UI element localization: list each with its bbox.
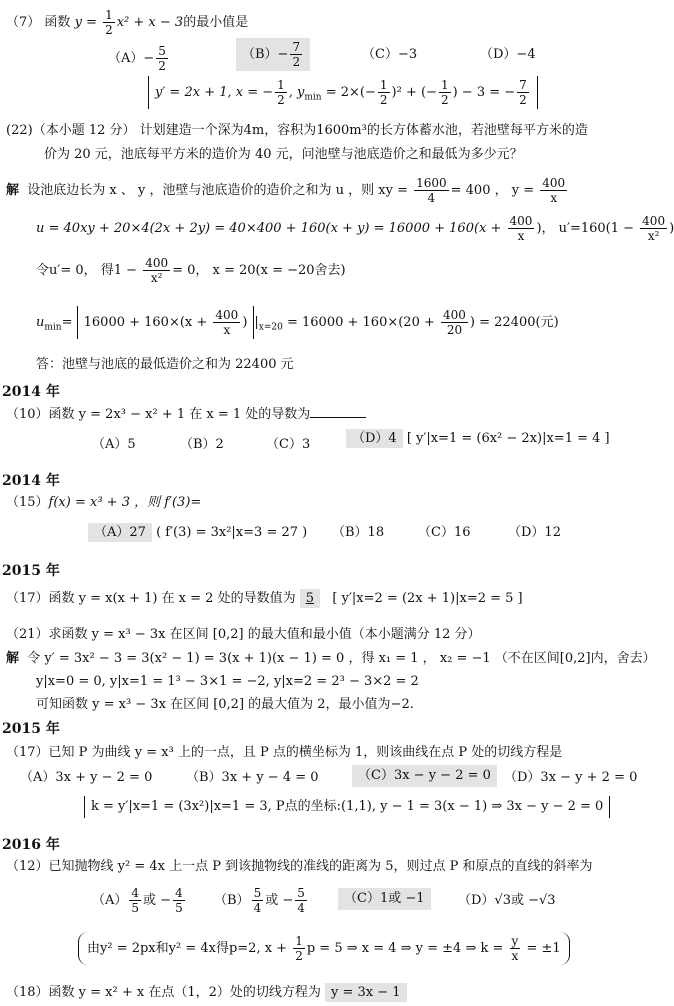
q22-solution-1: 解 设池底边长为 x 、 y ，池壁与池底造价的造价之和为 u ，则 xy = $\frac{1600}{4}$ = 400 ， y = $\frac{400}{x}$ [6,176,566,205]
q12-option-a: （A） $\frac{4}{5}$ 或 − $\frac{4}{5}$ [92,886,183,915]
q7-stem: （7） 函数 y = $\frac{1}{2}$ x² + x − 3的最小值是 [6,8,249,37]
q7-solution: y′ = 2x + 1, x = − $\frac{1}{2}$ , $y_{min} = 2\times(-$ $\frac{1}{2}$ )² + (− $\frac{1}{2}$ ) − 3 = − $\frac{7}{2}$ [148,76,538,109]
q22-stem-line1: (22)（本小题 12 分） 计划建造一个深为4m，容积为1600m³的长方体蓄水池，若池壁每平方米的造 [6,123,588,138]
q15-option-d: （D）12 [508,525,561,540]
q12-option-d: （D）√3或 −√3 [458,893,556,908]
q15-option-a: （A）27 ( f′(3) = 3x²|x=3 = 27 ) [88,524,307,542]
year-heading-2014-2: 2014 年 [2,473,60,489]
q17b-option-d: （D）3x − y + 2 = 0 [504,770,638,785]
q12-option-b: （B） $\frac{5}{4}$ 或 − $\frac{5}{4}$ [214,886,305,915]
q21-solution-1: 解 令 y′ = 3x² − 3 = 3(x² − 1) = 3(x + 1)(x − 1) = 0 ，得 x₁ = 1 ， x₂ = −1 （不在区间[0,2]内，舍去） [6,651,656,666]
q10-option-c: （C）3 [266,437,311,452]
q17b-option-a: （A）3x + y − 2 = 0 [20,770,153,785]
q21-solution-2: y|x=0 = 0, y|x=1 = 1³ − 3×1 = −2, y|x=2 = 2³ − 3×2 = 2 [36,674,419,689]
q22-answer: 答：池壁与池底的最低造价之和为 22400 元 [36,357,294,372]
q22-stem-line2: 价为 20 元，池底每平方米的造价为 40 元，问池壁与池底造价之和最低为多少元？ [44,147,523,162]
q7-option-b: （B）− $\frac{7}{2}$ [236,38,310,71]
q15-stem: （15）f(x) = x³ + 3 ，则 f′(3)= [6,495,202,510]
q21-solution-3: 可知函数 y = x³ − 3x 在区间 [0,2] 的最大值为 2，最小值为−2. [36,697,414,712]
q22-solution-2: u = 40xy + 20×4(2x + 2y) = 40×400 + 160(x + y) = 16000 + 160(x + $\frac{400}{x}$ )， u′=160(1 − $\frac{400}{\text{x²}}$ ) [36,214,674,243]
q10-stem: （10）函数 y = 2x³ − x² + 1 在 x = 1 处的导数为 [6,404,366,424]
q12-option-c: （C）1或 −1 [338,888,431,910]
q10-option-b: （B）2 [180,437,224,452]
q17b-option-c: （C）3x − y − 2 = 0 [352,765,497,787]
q10-option-d: （D）4 [ y′|x=1 = (6x² − 2x)|x=1 = 4 ] [346,430,610,448]
q15-option-b: （B）18 [332,525,385,540]
q21-stem: （21）求函数 y = x³ − 3x 在区间 [0,2] 的最大值和最小值（本小题满分 12 分） [6,627,481,642]
q7-option-c: （C）−3 [362,47,418,62]
q7-option-a: （A）− $\frac{5}{2}$ [108,44,166,73]
q17b-option-b: （B）3x + y − 4 = 0 [186,770,319,785]
q15-option-c: （C）16 [418,525,471,540]
q10-option-a: （A）5 [92,437,136,452]
year-heading-2015-1: 2015 年 [2,563,60,579]
q7-option-d: （D）−4 [480,47,536,62]
year-heading-2015-2: 2015 年 [2,721,60,737]
q17b-solution: k = y′|x=1 = (3x²)|x=1 = 3, P点的坐标:(1,1), y − 1 = 3(x − 1) ⇒ 3x − y − 2 = 0 [84,796,610,818]
year-heading-2014-1: 2014 年 [2,384,60,400]
q17a-answer: 5 [300,589,320,608]
q12-solution: 由y² = 2px和y² = 4x得p=2, x + $\frac{1}{2}$ p = 5 ⇒ x = 4 ⇒ y = ±4 ⇒ k = $\frac{y}{x}$ = ±1 [78,932,570,965]
year-heading-2016: 2016 年 [2,837,60,853]
q18-stem: （18）函数 y = x² + x 在点（1，2）处的切线方程为 y = 3x − 1 [6,984,407,1002]
q12-stem: （12）已知抛物线 y² = 4x 上一点 P 到该抛物线的准线的距离为 5，则过点 P 和原点的直线的斜率为 [6,859,593,874]
q22-solution-4: $u_{min}= 16000 + 160\times(x$ + $\frac{400}{x}$ ) $|_{x=20} = 16000 + 160\times(20$ + $\frac{400}{20}$ ) = 22400(元) [36,308,559,337]
q18-answer: y = 3x − 1 [325,983,407,1002]
q17a-stem: （17）函数 y = x(x + 1) 在 x = 2 处的导数值为 5 [ y′|x=2 = (2x + 1)|x=2 = 5 ] [6,591,523,606]
q22-solution-3: 令u′= 0， 得1 − $\frac{400}{\text{x²}}$ = 0， x = 20(x = −20舍去) [36,256,346,285]
q17b-stem: （17）已知 P 为曲线 y = x³ 上的一点，且 P 点的横坐标为 1，则该曲线在点 P 处的切线方程是 [6,745,563,760]
